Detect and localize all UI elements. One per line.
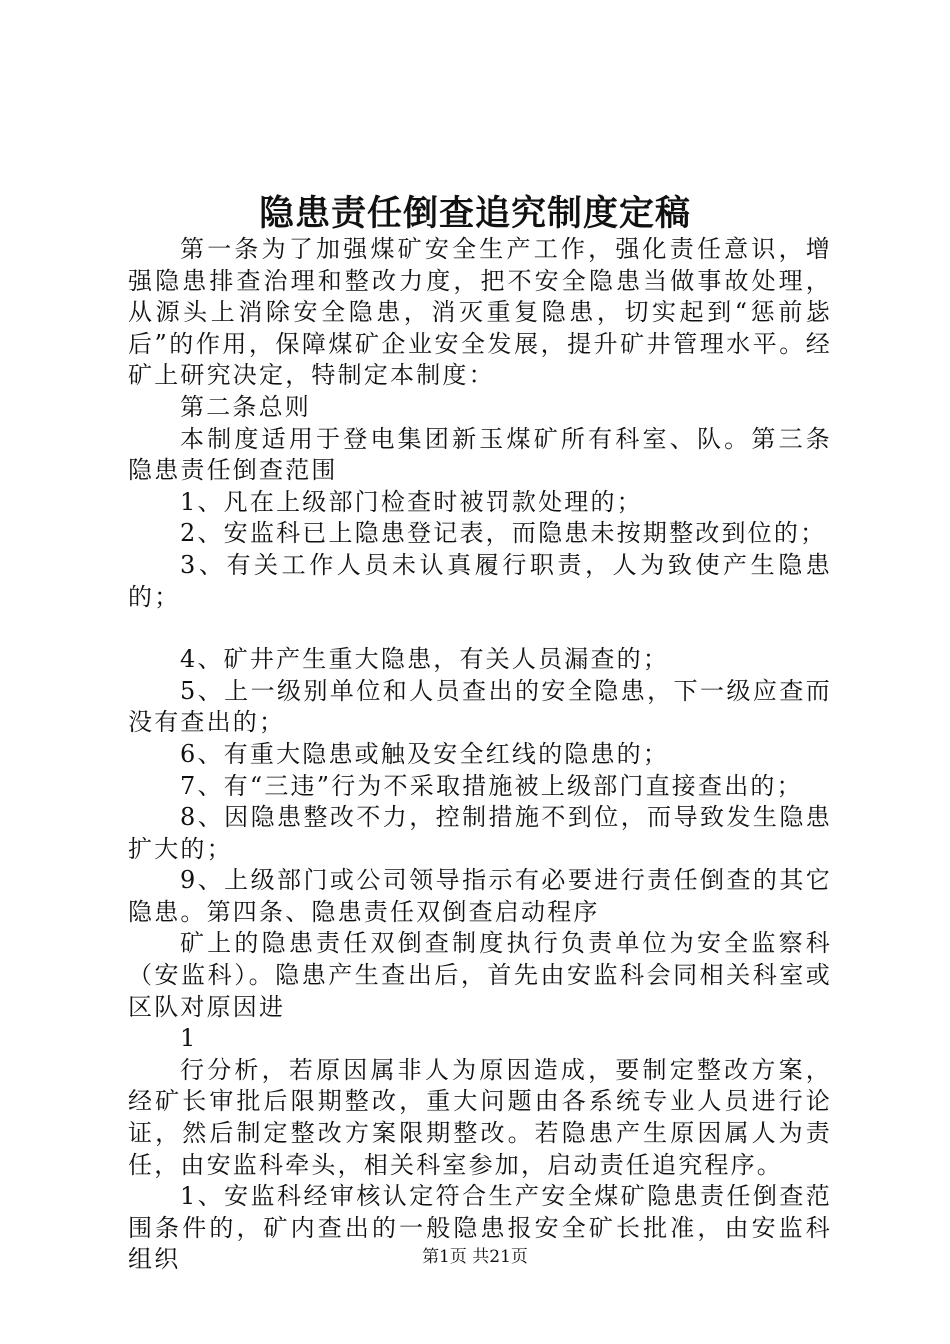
list-item-8: 8、因隐患整改不力，控制措施不到位，而导致发生隐患扩大的； bbox=[128, 803, 832, 863]
list-item-6: 6、有重大隐患或触及安全红线的隐患的； bbox=[180, 739, 670, 768]
list-item-5: 5、上一级别单位和人员查出的安全隐患，下一级应查而没有查出的； bbox=[128, 676, 832, 737]
list-item-9: 9、上级部门或公司领导指示有必要进行责任倒查的其它隐患。第四条、隐患责任双倒查启动程序 bbox=[128, 866, 832, 926]
document-body bbox=[128, 234, 832, 1276]
article-2-heading: 第二条总则 bbox=[180, 392, 311, 421]
page-footer: 第1页 共21页 bbox=[422, 1247, 528, 1267]
analysis-paragraph: 行分析，若原因属非人为原因造成，要制定整改方案，经矿长审批后限期整改，重大问题由各系统专业人员进行论证，然后制定整改方案限期整改。若隐患产生原因属人为责任，由安监科牵头，相关科室参加，启动责任追究程序。 bbox=[128, 1055, 832, 1179]
list-item-7: 7、有“三违”行为不采取措施被上级部门直接查出的； bbox=[180, 771, 803, 800]
inline-page-number: 1 bbox=[180, 1024, 198, 1053]
procedure-item-1: 1、安监科经审核认定符合生产安全煤矿隐患责任倒查范围条件的，矿内查出的一般隐患报安全矿长批准，由安监科组织 bbox=[128, 1182, 832, 1274]
blank-line bbox=[128, 613, 832, 644]
list-item-2: 2、安监科已上隐患登记表，而隐患未按期整改到位的； bbox=[180, 519, 827, 548]
list-item-4: 4、矿井产生重大隐患，有关人员漏查的； bbox=[180, 645, 670, 674]
article-4-paragraph: 矿上的隐患责任双倒查制度执行负责单位为安全监察科（安监科）。隐患产生查出后，首先由安监科会同相关科室或区队对原因进 bbox=[128, 929, 832, 1021]
article-1-paragraph: 第一条为了加强煤矿安全生产工作，强化责任意识，增强隐患排查治理和整改力度，把不安全隐患当做事故处理，从源头上消除安全隐患，消灭重复隐患，切实起到“惩前毖后”的作用，保障煤矿企业安全发展，提升矿井管理水平。经矿上研究决定，特制定本制度： bbox=[128, 235, 832, 390]
scope-paragraph: 本制度适用于登电集团新玉煤矿所有科室、队。第三条隐患责任倒查范围 bbox=[128, 424, 832, 485]
list-item-3: 3、有关工作人员未认真履行职责，人为致使产生隐患的； bbox=[128, 550, 832, 611]
document-title: 隐患责任倒查追究制度定稿 bbox=[258, 193, 691, 234]
list-item-1: 1、凡在上级部门检查时被罚款处理的； bbox=[180, 487, 643, 516]
